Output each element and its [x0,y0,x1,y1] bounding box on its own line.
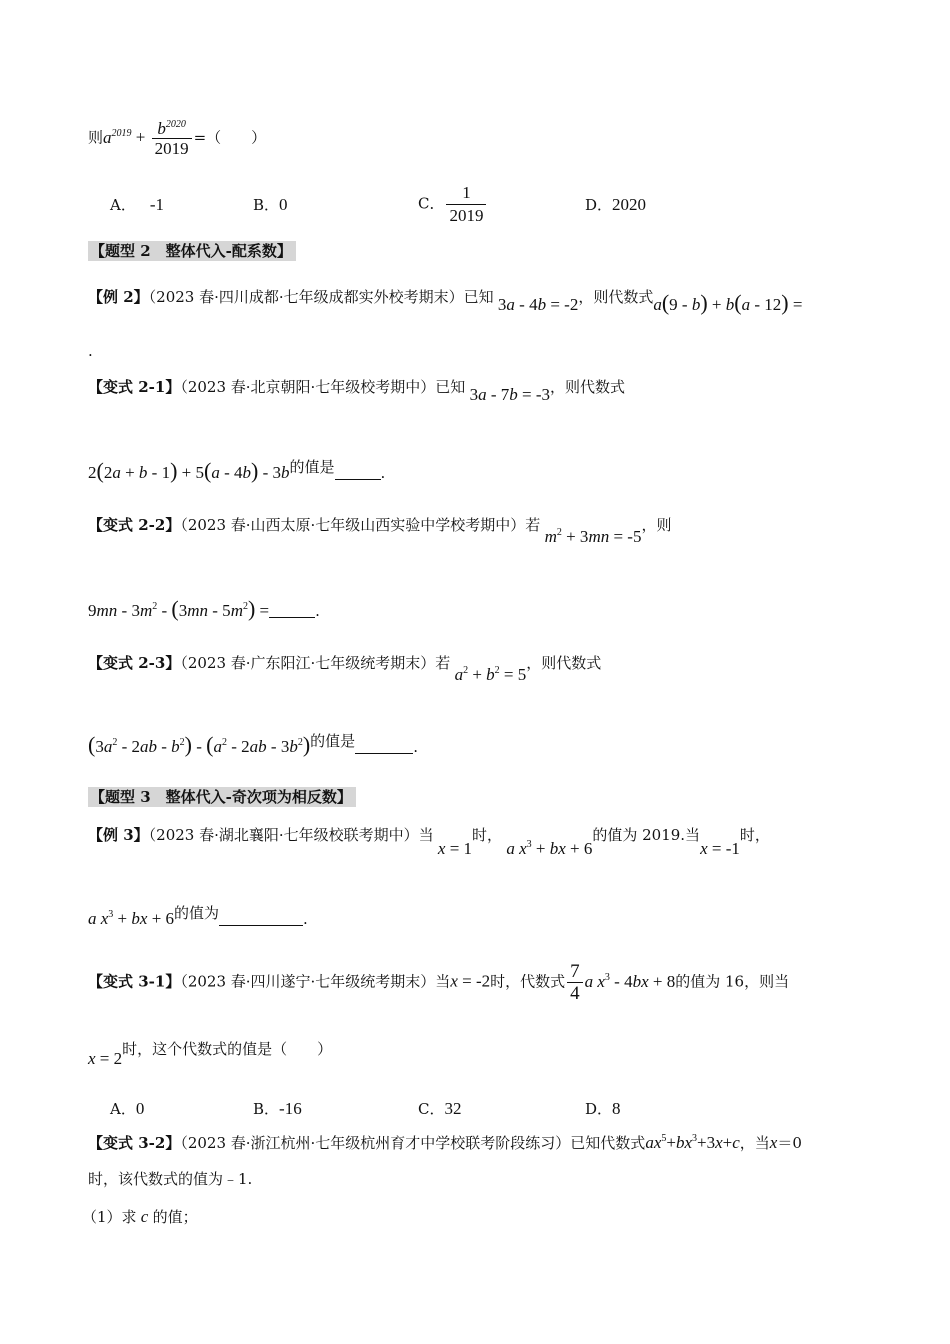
variant3-1: 【变式 3-1】（2023 春·四川遂宁·七年级统考期末）当x = -2时，代数式 $\frac{7}{4}$ a $x^3 - 4bx + 8$的值为 16，则当 [88,961,790,1004]
answer-blank[interactable] [355,753,413,754]
q1-option-a: A． -1 [110,195,165,214]
q1-option-b: B．0 [253,195,288,214]
seven-fourths: $\frac{7}{4}$ [567,962,583,1003]
variant3-1-line2: x = 2时，这个代数式的值是（ ） [88,1040,333,1068]
answer-blank[interactable] [269,617,315,618]
variant2-3: 【变式 2-3】（2023 春·广东阳江·七年级统考期末）若 $a^2 + b^2 = 5$，则代数式 [88,654,602,684]
example3: 【例 3】（2023 春·湖北襄阳·七年级校联考期中）当 x = 1时， a $x^3$ + bx + 6的值为 2019.当x = -1时， [88,826,770,858]
variant3-1-label: 【变式 3-1】 [88,972,181,991]
type3-header: 【题型 3 整体代入-奇次项为相反数】 [88,790,356,805]
q1-prefix: 则 [88,128,104,147]
variant2-1-label: 【变式 2-1】 [88,378,181,396]
variant3-2: 【变式 3-2】（2023 春·浙江杭州·七年级杭州育才中学校联考阶段练习）已知代数式$ax^5+bx^3+3x+c$，当x＝0 [88,1133,802,1152]
variant2-3-expression: $(3a^2 - 2ab - b^2) - (a^2 - 2ab - 3b^2)$的值是 . [88,732,418,757]
q1-option-d: D．2020 [585,195,647,214]
answer-blank[interactable] [335,479,381,480]
variant2-3-label: 【变式 2-3】 [88,654,181,672]
variant2-1-expression: 2(2a + b - 1) + 5(a - 4b) - 3b的值是 . [88,458,386,483]
example2-end: . [88,342,93,360]
type2-header: 【题型 2 整体代入-配系数】 [88,244,296,259]
variant2-2: 【变式 2-2】（2023 春·山西太原·七年级山西实验中学校考期中）若 $m^2 + 3mn = -5$，则 [88,516,672,546]
q1-stem: 则$a^{2019}$ + $\frac{b^{2020}}{2019}$ =（ ） [88,119,267,158]
example2: 【例 2】（2023 春·四川成都·七年级成都实外校考期末）已知 3a - 4b = -2，则代数式a(9 - b) + b(a - 12) = [88,288,803,315]
q1-option-c-fraction: $\frac{1}{2019}$ [446,183,486,226]
q1-expression: $a^{2019}$ [103,127,132,147]
variant3-2-sub1: （1）求 c 的值； [82,1207,198,1226]
example3-expression: a $x^3$ + bx + 6的值为 . [88,904,308,928]
v31-option-c: C．32 [418,1099,462,1118]
example2-label: 【例 2】 [88,288,149,306]
variant2-2-expression: $9mn - 3m^2 - (3mn - 5m^2)$ = . [88,596,320,621]
q1-tail: =（ ） [193,128,267,147]
v31-option-b: B．-16 [253,1099,302,1118]
variant3-2-label: 【变式 3-2】 [88,1134,181,1152]
v31-option-a: A．0 [110,1099,145,1118]
v31-option-d: D．8 [585,1099,621,1118]
answer-blank[interactable] [219,925,303,926]
example3-label: 【例 3】 [88,826,149,844]
q1-option-c: C． $\frac{1}{2019}$ [418,183,488,226]
variant3-2-line2: 时，该代数式的值为﹣1. [88,1170,253,1188]
q1-fraction: $\frac{b^{2020}}{2019}$ [152,120,192,157]
variant2-2-label: 【变式 2-2】 [88,516,181,534]
variant2-1: 【变式 2-1】（2023 春·北京朝阳·七年级校考期中）已知 3a - 7b = -3，则代数式 [88,378,625,404]
